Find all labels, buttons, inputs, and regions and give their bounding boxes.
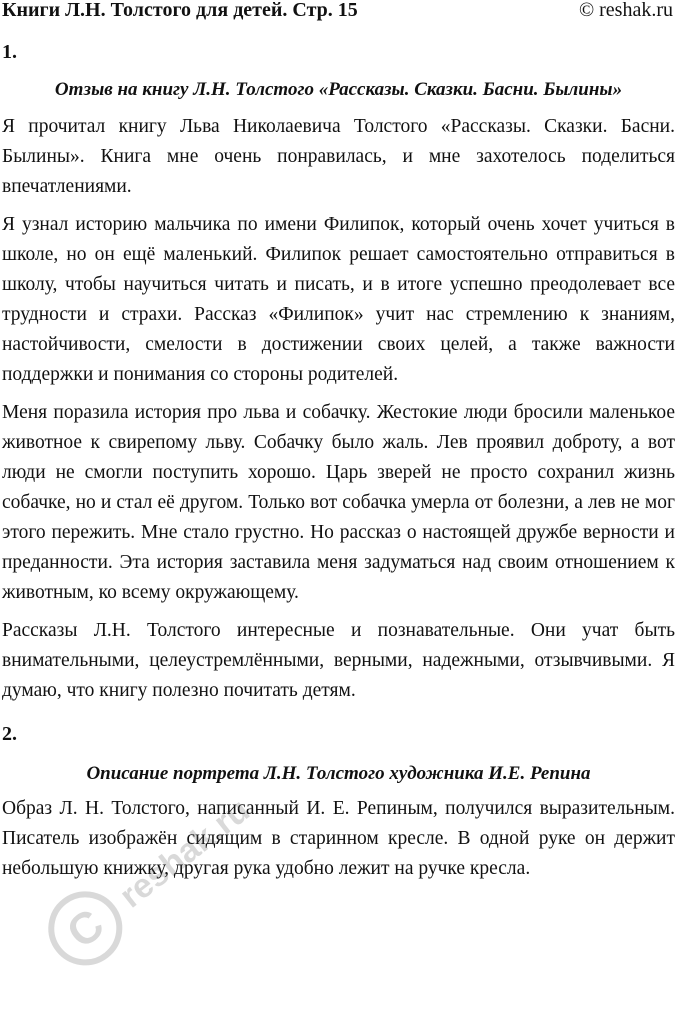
paragraph: Рассказы Л.Н. Толстого интересные и познавательные. Они учат быть внимательными, целеустремлёнными, верными, надежными, отзывчивыми. Я думаю, что книгу полезно почитать детям. bbox=[2, 620, 675, 701]
svg-text:C: C bbox=[58, 899, 114, 958]
paragraph: Я узнал историю мальчика по имени Филипок, который очень хочет учиться в школе, но он ещё маленький. Филипок решает самостоятельно отправиться в школу, чтобы научиться читать и писать, и в итоге успешно преодолевает все трудности и страхи. Рассказ «Филипок» учит нас стремлению к знаниям, настойчивости, смелости в достижении своих целей, а также важности поддержки и понимания со стороны родителей. bbox=[2, 214, 675, 385]
page-header bbox=[2, 0, 675, 22]
section-2 bbox=[2, 722, 675, 884]
section-number: 2. bbox=[2, 723, 17, 745]
page-title: Книги Л.Н. Толстого для детей. Стр. 15 bbox=[2, 0, 358, 21]
site-credit: © reshak.ru bbox=[578, 0, 673, 21]
section-number: 1. bbox=[2, 41, 17, 63]
paragraph: Образ Л. Н. Толстого, написанный И. Е. Репиным, получился выразительным. Писатель изображён сидящим в старинном кресле. В одной руке он держит небольшую книжку, другая рука удобно лежит на ручке кресла. bbox=[2, 798, 675, 879]
paragraph: Меня поразила история про льва и собачку. Жестокие люди бросили маленькое животное к свирепому льву. Собачку было жаль. Лев проявил доброту, а вот люди не смогли поступить хорошо. Царь зверей не просто сохранил жизнь собачке, но и стал её другом. Только вот собачка умерла от болезни, а лев не мог этого пережить. Мне стало грустно. Но рассказ о настоящей дружбе верности и преданности. Эта история заставила меня задуматься над своим отношением к животным, ко всему окружающему. bbox=[2, 402, 675, 603]
section-subtitle: Отзыв на книгу Л.Н. Толстого «Рассказы. Сказки. Басни. Былины» bbox=[54, 79, 623, 100]
svg-text:reshak.ru: reshak.ru bbox=[112, 791, 257, 916]
paragraph: Я прочитал книгу Льва Николаевича Толстого «Рассказы. Сказки. Басни. Былины». Книга мне очень понравилась, и мне захотелось поделиться впечатлениями. bbox=[2, 116, 675, 197]
section-1 bbox=[2, 40, 675, 706]
section-subtitle: Описание портрета Л.Н. Толстого художника И.Е. Репина bbox=[86, 763, 591, 784]
